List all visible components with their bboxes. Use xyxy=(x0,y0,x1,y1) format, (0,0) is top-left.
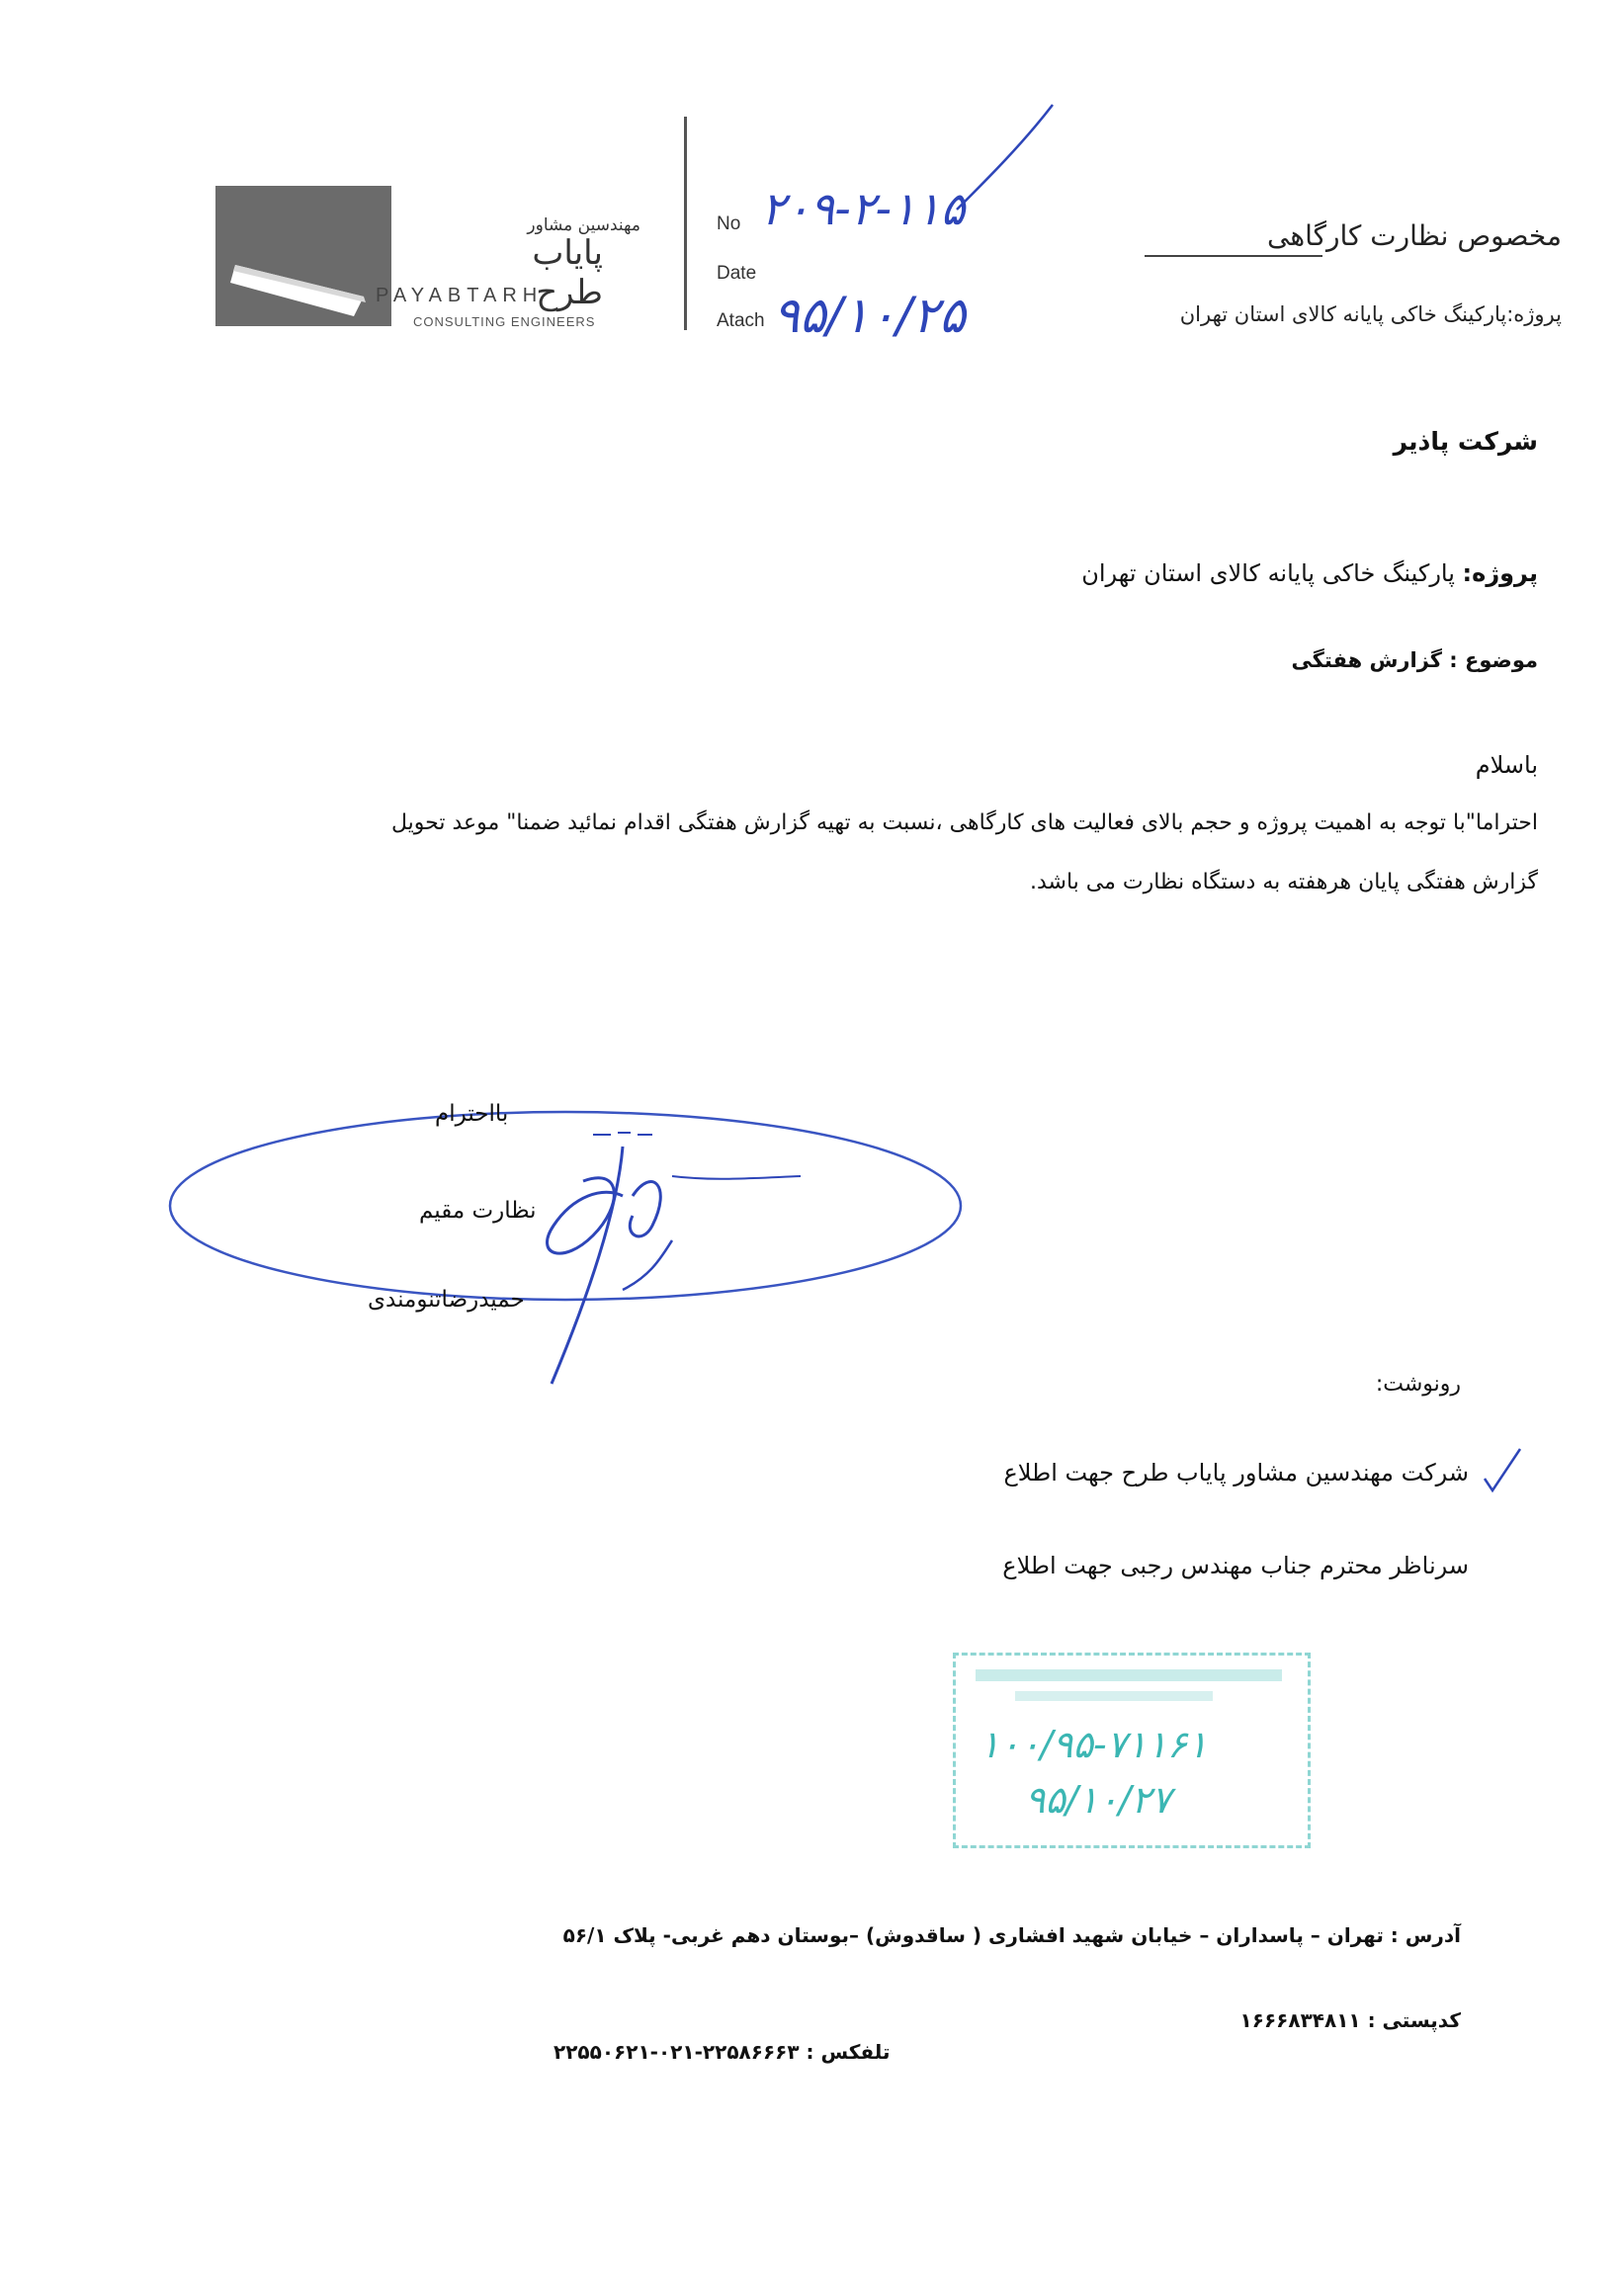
attach-label: Atach xyxy=(717,310,765,331)
logo-english-subtitle: CONSULTING ENGINEERS xyxy=(413,314,596,329)
stamp-date: ۹۵/۱۰/۲۷ xyxy=(1025,1778,1172,1822)
footer-postal-code: کدپستی : ۱۶۶۶۸۳۴۸۱۱ xyxy=(1239,2008,1461,2032)
paragraph-line-2: گزارش هفتگی پایان هرهفته به دستگاه نظارت می باشد. xyxy=(1029,870,1538,894)
copy-item-1: شرکت مهندسین مشاور پایاب طرح جهت اطلاع xyxy=(1003,1459,1469,1487)
copies-label: رونوشت: xyxy=(1375,1372,1461,1397)
company-logo-mark xyxy=(215,186,391,326)
no-label: No xyxy=(717,213,741,234)
logo-persian-name: پایاب طرح xyxy=(532,233,603,312)
project-label: پروژه: xyxy=(1462,559,1538,587)
document-type-title: مخصوص نظارت کارگاهی xyxy=(1267,219,1562,252)
header-divider xyxy=(684,117,687,330)
paragraph-line-1: احتراما"با توجه به اهمیت پروژه و حجم بالای فعالیت های کارگاهی ،نسبت به تهیه گزارش هفتگی اقدام نمائید ضمنا" موعد تحویل xyxy=(391,810,1538,835)
header-project-line: پروژه:پارکینگ خاکی پایانه کالای استان تهران xyxy=(1179,302,1562,326)
project-row xyxy=(1081,559,1538,587)
letter-date-handwritten: ۹۵/۱۰/۲۵ xyxy=(773,287,966,344)
copy-item-2: سرناظر محترم جناب مهندس رجبی جهت اطلاع xyxy=(1002,1552,1469,1579)
checkmark-icon xyxy=(1481,1445,1524,1494)
recipient: شرکت پاذیر xyxy=(1393,427,1538,456)
project-value: پارکینگ خاکی پایانه کالای استان تهران xyxy=(1081,559,1455,587)
date-label: Date xyxy=(717,263,757,284)
letter-number-handwritten: ۲۰۹-۲-۱۱۵ xyxy=(761,182,966,235)
stamp-subheader-bar xyxy=(1015,1691,1213,1701)
logo-persian-subtitle: مهندسین مشاور xyxy=(527,215,640,235)
footer-telfax: تلفکس : ۲۲۵۸۶۶۶۳-۰۲۱-۲۲۵۵۰۶۲۱ xyxy=(554,2040,891,2064)
stamp-header-bar xyxy=(976,1669,1282,1681)
footer-address: آدرس : تهران – پاسداران – خیابان شهید افشاری ( ساقدوش) –بوستان دهم غربی- پلاک ۵۶/۱ xyxy=(562,1923,1461,1947)
signer-role: نظارت مقیم xyxy=(419,1198,537,1224)
stamp-number: ۱۰۰/۹۵-۷۱۱۶۱ xyxy=(980,1723,1208,1766)
subject-line: موضوع : گزارش هفتگی xyxy=(1291,648,1538,672)
closing: بااحترام xyxy=(435,1101,509,1127)
logo-english-name: PAYABTARH xyxy=(376,285,544,306)
receipt-stamp xyxy=(953,1653,1311,1848)
handwritten-stroke xyxy=(949,99,1058,217)
greeting: باسلام xyxy=(1475,751,1538,779)
signature-drawing xyxy=(158,1087,1008,1403)
signer-name: حمیدرضاتنومندی xyxy=(368,1287,525,1313)
title-underline xyxy=(1145,255,1322,257)
